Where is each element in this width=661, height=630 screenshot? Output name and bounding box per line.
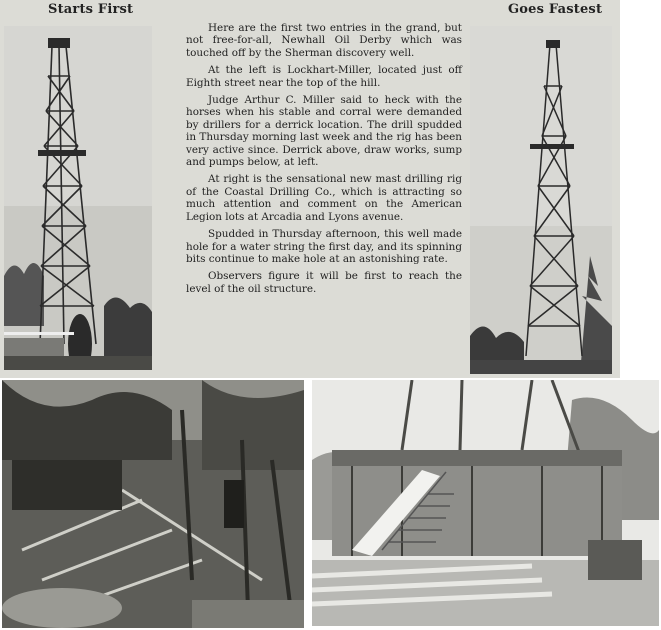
- article-paragraph: At right is the sensational new mast drilling rig of the Coastal Drilling Co., which is attracting so much attention and comment on the American Legion lots at Arcadia and Lyons avenue.: [186, 173, 462, 223]
- heading-starts-first: Starts First: [48, 2, 134, 17]
- photo-draw-works-sump: [2, 380, 304, 628]
- article-paragraph: At the left is Lockhart-Miller, located just off Eighth street near the top of the hill.: [186, 64, 462, 89]
- photo-rig-floor-ramp: [312, 380, 659, 626]
- article-body: [186, 22, 462, 300]
- article-paragraph: Spudded in Thursday afternoon, this well made hole for a water string the first day, and its spinning bits continue to make hole at an astonishing rate.: [186, 228, 462, 265]
- heading-goes-fastest: Goes Fastest: [508, 2, 603, 17]
- article-paragraph: Here are the first two entries in the grand, but not free-for-all, Newhall Oil Derby which was touched off by the Sherman discovery well.: [186, 22, 462, 59]
- article-paragraph: Judge Arthur C. Miller said to heck with the horses when his stable and corral were demanded by drillers for a derrick location. The drill spudded in Thursday morning last week and the rig has been very active since. Derrick above, draw works, sump and pumps below, at left.: [186, 94, 462, 169]
- photo-lockhart-miller-derrick: [4, 26, 152, 370]
- photo-coastal-mast-rig: [470, 26, 612, 374]
- article-paragraph: Observers figure it will be first to reach the level of the oil structure.: [186, 270, 462, 295]
